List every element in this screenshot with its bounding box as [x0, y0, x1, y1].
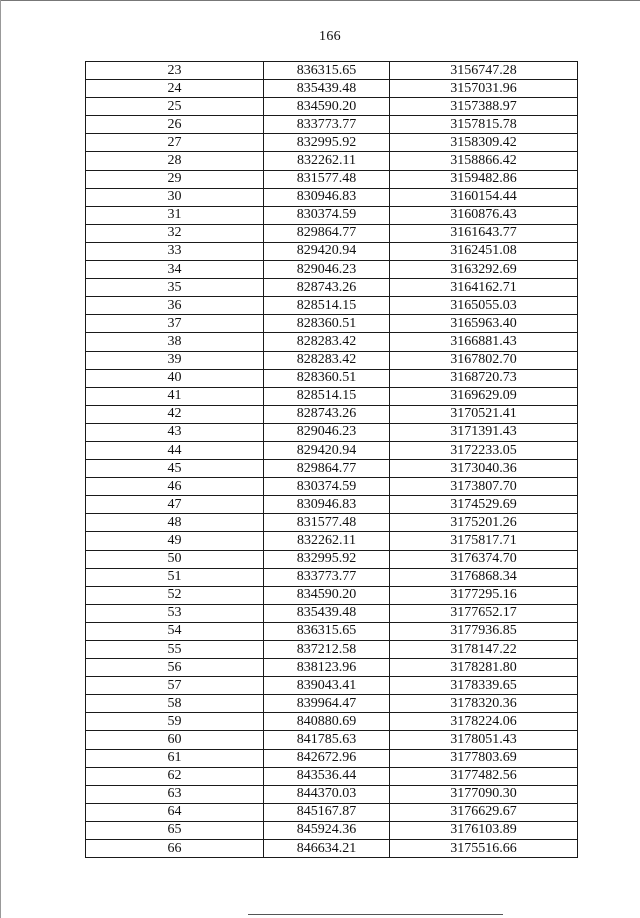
point-number-cell: 46 [86, 478, 264, 496]
table-row [86, 586, 578, 604]
point-number-cell: 49 [86, 532, 264, 550]
point-number-cell: 40 [86, 369, 264, 387]
point-number-cell: 41 [86, 387, 264, 405]
x-coordinate-cell: 830374.59 [264, 478, 390, 496]
table-row [86, 821, 578, 839]
point-number-cell: 42 [86, 405, 264, 423]
point-number-cell: 26 [86, 116, 264, 134]
x-coordinate-cell: 828514.15 [264, 297, 390, 315]
y-coordinate-cell: 3176629.67 [390, 803, 578, 821]
point-number-cell: 30 [86, 188, 264, 206]
table-row [86, 387, 578, 405]
point-number-cell: 24 [86, 80, 264, 98]
x-coordinate-cell: 828514.15 [264, 387, 390, 405]
page-edge-top [0, 0, 640, 1]
point-number-cell: 28 [86, 152, 264, 170]
x-coordinate-cell: 829046.23 [264, 261, 390, 279]
table-row [86, 170, 578, 188]
x-coordinate-cell: 837212.58 [264, 641, 390, 659]
x-coordinate-cell: 845924.36 [264, 821, 390, 839]
x-coordinate-cell: 828360.51 [264, 315, 390, 333]
x-coordinate-cell: 839964.47 [264, 695, 390, 713]
x-coordinate-cell: 834590.20 [264, 98, 390, 116]
point-number-cell: 35 [86, 279, 264, 297]
coordinates-table [85, 61, 578, 858]
y-coordinate-cell: 3159482.86 [390, 170, 578, 188]
point-number-cell: 63 [86, 785, 264, 803]
table-row [86, 622, 578, 640]
y-coordinate-cell: 3176374.70 [390, 550, 578, 568]
point-number-cell: 43 [86, 423, 264, 441]
y-coordinate-cell: 3157388.97 [390, 98, 578, 116]
point-number-cell: 51 [86, 568, 264, 586]
y-coordinate-cell: 3178339.65 [390, 677, 578, 695]
table-row [86, 351, 578, 369]
point-number-cell: 50 [86, 550, 264, 568]
y-coordinate-cell: 3167802.70 [390, 351, 578, 369]
table-row [86, 550, 578, 568]
x-coordinate-cell: 831577.48 [264, 514, 390, 532]
x-coordinate-cell: 829046.23 [264, 423, 390, 441]
x-coordinate-cell: 843536.44 [264, 767, 390, 785]
x-coordinate-cell: 833773.77 [264, 116, 390, 134]
table-row [86, 405, 578, 423]
point-number-cell: 62 [86, 767, 264, 785]
y-coordinate-cell: 3166881.43 [390, 333, 578, 351]
y-coordinate-cell: 3158309.42 [390, 134, 578, 152]
x-coordinate-cell: 829420.94 [264, 441, 390, 459]
page-number: 166 [319, 29, 341, 44]
bottom-rule [248, 914, 503, 915]
table-row [86, 840, 578, 858]
point-number-cell: 29 [86, 170, 264, 188]
point-number-cell: 64 [86, 803, 264, 821]
y-coordinate-cell: 3178281.80 [390, 659, 578, 677]
y-coordinate-cell: 3173807.70 [390, 478, 578, 496]
y-coordinate-cell: 3158866.42 [390, 152, 578, 170]
y-coordinate-cell: 3169629.09 [390, 387, 578, 405]
x-coordinate-cell: 832995.92 [264, 550, 390, 568]
table-row [86, 749, 578, 767]
point-number-cell: 65 [86, 821, 264, 839]
point-number-cell: 44 [86, 441, 264, 459]
x-coordinate-cell: 830374.59 [264, 206, 390, 224]
y-coordinate-cell: 3177936.85 [390, 622, 578, 640]
point-number-cell: 38 [86, 333, 264, 351]
table-row [86, 333, 578, 351]
y-coordinate-cell: 3171391.43 [390, 423, 578, 441]
table-row [86, 514, 578, 532]
x-coordinate-cell: 844370.03 [264, 785, 390, 803]
table-row [86, 98, 578, 116]
table-row [86, 677, 578, 695]
x-coordinate-cell: 841785.63 [264, 731, 390, 749]
table-row [86, 242, 578, 260]
y-coordinate-cell: 3157815.78 [390, 116, 578, 134]
y-coordinate-cell: 3160154.44 [390, 188, 578, 206]
table-row [86, 803, 578, 821]
y-coordinate-cell: 3162451.08 [390, 242, 578, 260]
x-coordinate-cell: 828283.42 [264, 351, 390, 369]
table-row [86, 767, 578, 785]
x-coordinate-cell: 828283.42 [264, 333, 390, 351]
table-row [86, 188, 578, 206]
table-row [86, 604, 578, 622]
point-number-cell: 36 [86, 297, 264, 315]
y-coordinate-cell: 3173040.36 [390, 460, 578, 478]
y-coordinate-cell: 3165055.03 [390, 297, 578, 315]
x-coordinate-cell: 831577.48 [264, 170, 390, 188]
y-coordinate-cell: 3168720.73 [390, 369, 578, 387]
y-coordinate-cell: 3172233.05 [390, 441, 578, 459]
table-row [86, 315, 578, 333]
point-number-cell: 58 [86, 695, 264, 713]
table-row [86, 496, 578, 514]
point-number-cell: 23 [86, 62, 264, 80]
y-coordinate-cell: 3161643.77 [390, 224, 578, 242]
table-row [86, 297, 578, 315]
point-number-cell: 61 [86, 749, 264, 767]
table-row [86, 206, 578, 224]
x-coordinate-cell: 839043.41 [264, 677, 390, 695]
x-coordinate-cell: 829864.77 [264, 460, 390, 478]
table-row [86, 731, 578, 749]
y-coordinate-cell: 3164162.71 [390, 279, 578, 297]
x-coordinate-cell: 829420.94 [264, 242, 390, 260]
y-coordinate-cell: 3170521.41 [390, 405, 578, 423]
x-coordinate-cell: 842672.96 [264, 749, 390, 767]
y-coordinate-cell: 3156747.28 [390, 62, 578, 80]
point-number-cell: 33 [86, 242, 264, 260]
table-row [86, 116, 578, 134]
table-row [86, 785, 578, 803]
y-coordinate-cell: 3175516.66 [390, 840, 578, 858]
point-number-cell: 56 [86, 659, 264, 677]
x-coordinate-cell: 846634.21 [264, 840, 390, 858]
y-coordinate-cell: 3178224.06 [390, 713, 578, 731]
point-number-cell: 66 [86, 840, 264, 858]
y-coordinate-cell: 3177803.69 [390, 749, 578, 767]
y-coordinate-cell: 3165963.40 [390, 315, 578, 333]
x-coordinate-cell: 835439.48 [264, 80, 390, 98]
x-coordinate-cell: 838123.96 [264, 659, 390, 677]
table-row [86, 568, 578, 586]
point-number-cell: 45 [86, 460, 264, 478]
point-number-cell: 37 [86, 315, 264, 333]
point-number-cell: 53 [86, 604, 264, 622]
y-coordinate-cell: 3176868.34 [390, 568, 578, 586]
x-coordinate-cell: 836315.65 [264, 622, 390, 640]
x-coordinate-cell: 828360.51 [264, 369, 390, 387]
y-coordinate-cell: 3175817.71 [390, 532, 578, 550]
page-edge-left [0, 0, 1, 918]
table-row [86, 460, 578, 478]
x-coordinate-cell: 840880.69 [264, 713, 390, 731]
point-number-cell: 52 [86, 586, 264, 604]
y-coordinate-cell: 3177295.16 [390, 586, 578, 604]
y-coordinate-cell: 3174529.69 [390, 496, 578, 514]
table-row [86, 134, 578, 152]
y-coordinate-cell: 3178320.36 [390, 695, 578, 713]
point-number-cell: 47 [86, 496, 264, 514]
point-number-cell: 54 [86, 622, 264, 640]
table-row [86, 224, 578, 242]
y-coordinate-cell: 3177652.17 [390, 604, 578, 622]
x-coordinate-cell: 830946.83 [264, 496, 390, 514]
coordinates-table-body [86, 62, 578, 858]
x-coordinate-cell: 828743.26 [264, 405, 390, 423]
point-number-cell: 48 [86, 514, 264, 532]
table-row [86, 532, 578, 550]
point-number-cell: 60 [86, 731, 264, 749]
y-coordinate-cell: 3177482.56 [390, 767, 578, 785]
x-coordinate-cell: 829864.77 [264, 224, 390, 242]
table-row [86, 369, 578, 387]
table-row [86, 62, 578, 80]
table-row [86, 478, 578, 496]
x-coordinate-cell: 845167.87 [264, 803, 390, 821]
point-number-cell: 59 [86, 713, 264, 731]
table-row [86, 152, 578, 170]
y-coordinate-cell: 3176103.89 [390, 821, 578, 839]
x-coordinate-cell: 833773.77 [264, 568, 390, 586]
table-row [86, 441, 578, 459]
table-row [86, 80, 578, 98]
table-row [86, 423, 578, 441]
table-row [86, 261, 578, 279]
x-coordinate-cell: 834590.20 [264, 586, 390, 604]
y-coordinate-cell: 3163292.69 [390, 261, 578, 279]
y-coordinate-cell: 3177090.30 [390, 785, 578, 803]
y-coordinate-cell: 3178147.22 [390, 641, 578, 659]
point-number-cell: 32 [86, 224, 264, 242]
x-coordinate-cell: 832995.92 [264, 134, 390, 152]
point-number-cell: 31 [86, 206, 264, 224]
table-row [86, 279, 578, 297]
y-coordinate-cell: 3178051.43 [390, 731, 578, 749]
x-coordinate-cell: 835439.48 [264, 604, 390, 622]
point-number-cell: 57 [86, 677, 264, 695]
table-row [86, 713, 578, 731]
x-coordinate-cell: 836315.65 [264, 62, 390, 80]
x-coordinate-cell: 830946.83 [264, 188, 390, 206]
table-row [86, 695, 578, 713]
x-coordinate-cell: 832262.11 [264, 152, 390, 170]
x-coordinate-cell: 828743.26 [264, 279, 390, 297]
point-number-cell: 34 [86, 261, 264, 279]
table-row [86, 659, 578, 677]
table-row [86, 641, 578, 659]
point-number-cell: 27 [86, 134, 264, 152]
y-coordinate-cell: 3157031.96 [390, 80, 578, 98]
x-coordinate-cell: 832262.11 [264, 532, 390, 550]
point-number-cell: 55 [86, 641, 264, 659]
y-coordinate-cell: 3175201.26 [390, 514, 578, 532]
point-number-cell: 39 [86, 351, 264, 369]
y-coordinate-cell: 3160876.43 [390, 206, 578, 224]
point-number-cell: 25 [86, 98, 264, 116]
